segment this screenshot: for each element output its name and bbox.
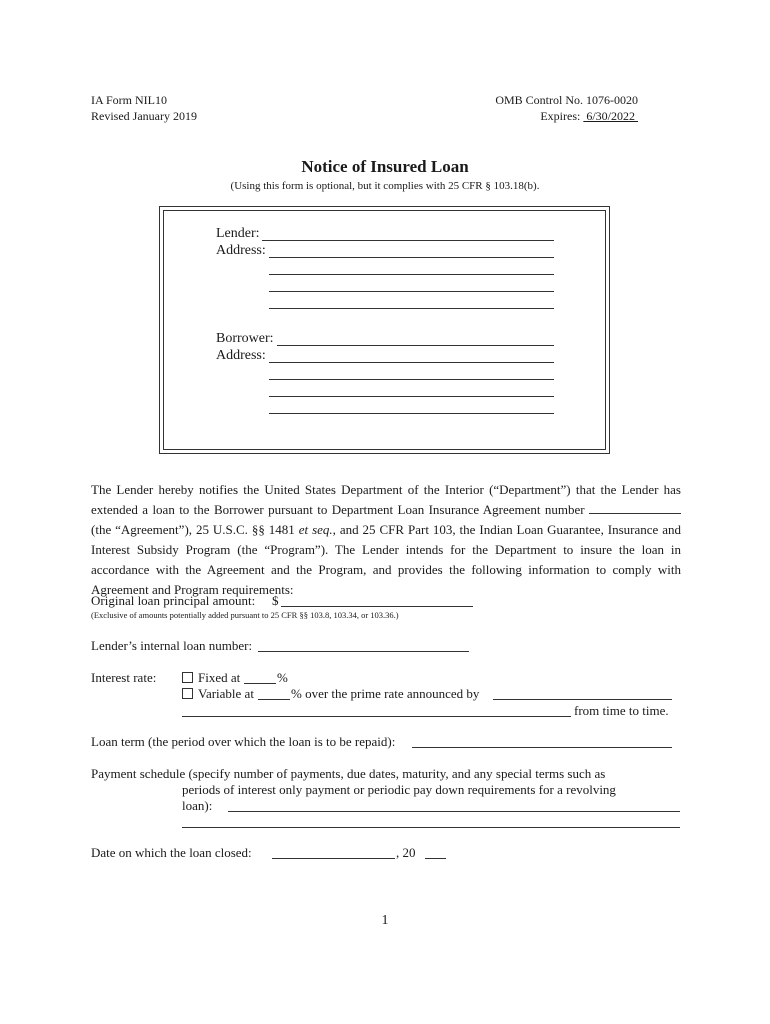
lender-address-field-2[interactable]: [269, 274, 554, 275]
payment-schedule-field-1[interactable]: [228, 811, 680, 812]
variable-rate-option: [182, 686, 254, 702]
internal-number-label: Lender’s internal loan number:: [91, 638, 253, 653]
payment-schedule-label-2: periods of interest only payment or periodic pay down requirements for a revolving: [182, 782, 616, 797]
lender-address-label: Address:: [216, 243, 266, 258]
lender-field[interactable]: [262, 240, 554, 241]
principal-note: (Exclusive of amounts potentially added pursuant to 25 CFR §§ 103.8, 103.34, or 103.36.): [91, 610, 399, 620]
borrower-address-field-4[interactable]: [269, 413, 554, 414]
fixed-rate-checkbox[interactable]: [182, 672, 193, 683]
form-header-left: [91, 92, 197, 124]
variable-rate-suffix: % over the prime rate announced by: [291, 686, 480, 701]
time-to-time-text: from time to time.: [574, 703, 669, 718]
principal-label: Original loan principal amount:: [91, 593, 256, 608]
lender-label: Lender:: [216, 226, 260, 241]
borrower-address-label: Address:: [216, 348, 266, 363]
variable-rate-field[interactable]: [258, 699, 290, 700]
revised-date: Revised January 2019: [91, 109, 197, 123]
date-closed-label: Date on which the loan closed:: [91, 845, 252, 860]
date-closed-year-field[interactable]: [425, 858, 446, 859]
lender-address-field-1[interactable]: [269, 257, 554, 258]
fixed-rate-percent: %: [277, 670, 288, 685]
payment-schedule-field-2[interactable]: [182, 827, 680, 828]
borrower-address-field-1[interactable]: [269, 362, 554, 363]
borrower-field[interactable]: [277, 345, 554, 346]
date-closed-field[interactable]: [272, 858, 395, 859]
date-closed-year-prefix: , 20: [396, 845, 416, 860]
fixed-rate-field[interactable]: [244, 683, 276, 684]
variable-rate-label: Variable at: [198, 686, 254, 701]
expiration: [495, 108, 638, 124]
interest-rate-label: Interest rate:: [91, 670, 157, 685]
paragraph-et-seq: et seq.: [298, 522, 333, 537]
page-number: 1: [381, 913, 389, 928]
payment-schedule-label: Payment schedule (specify number of payments, due dates, maturity, and any special terms such as: [91, 766, 606, 781]
loan-term-field[interactable]: [412, 747, 672, 748]
principal-amount-field[interactable]: [281, 606, 473, 607]
expires-date: 6/30/2022: [586, 109, 635, 123]
borrower-address-field-3[interactable]: [269, 396, 554, 397]
form-header-right: [495, 92, 638, 124]
internal-number-field[interactable]: [258, 651, 469, 652]
variable-rate-checkbox[interactable]: [182, 688, 193, 699]
prime-rate-source-field-2[interactable]: [182, 716, 571, 717]
paragraph-text-3: , and 25 CFR Part 103, the Indian Loan Guarantee, Insurance and Interest Subsidy Program (the “Program”). The Lender intends for the Department to insure the loan in accordance with the Agreement and the Program, and provides the following information to comply with Agreement and Program requirements:: [91, 522, 682, 597]
omb-control-number: OMB Control No. 1076-0020: [495, 93, 638, 107]
lender-address-field-3[interactable]: [269, 291, 554, 292]
agreement-number-field[interactable]: [589, 513, 681, 514]
notice-paragraph: [91, 480, 681, 600]
paragraph-text-1: The Lender hereby notifies the United States Department of the Interior (“Department”) that the Lender has extended a loan to the Borrower pursuant to Department Loan Insurance Agreement number: [91, 482, 681, 517]
fixed-rate-label: Fixed at: [198, 670, 241, 685]
borrower-address-field-2[interactable]: [269, 379, 554, 380]
expires-label: Expires:: [540, 109, 581, 123]
borrower-label: Borrower:: [216, 331, 274, 346]
paragraph-text-2: (the “Agreement”), 25 U.S.C. §§ 1481: [91, 522, 299, 537]
document-subtitle: (Using this form is optional, but it complies with 25 CFR § 103.18(b).: [230, 180, 540, 192]
fixed-rate-option: [182, 670, 240, 686]
loan-term-label: Loan term (the period over which the loan is to be repaid):: [91, 734, 396, 749]
payment-schedule-label-3: loan):: [182, 798, 213, 813]
document-title: Notice of Insured Loan: [301, 157, 469, 176]
prime-rate-source-field[interactable]: [493, 699, 672, 700]
form-id: IA Form NIL10: [91, 93, 167, 107]
principal-currency: $: [272, 593, 279, 608]
lender-address-field-4[interactable]: [269, 308, 554, 309]
